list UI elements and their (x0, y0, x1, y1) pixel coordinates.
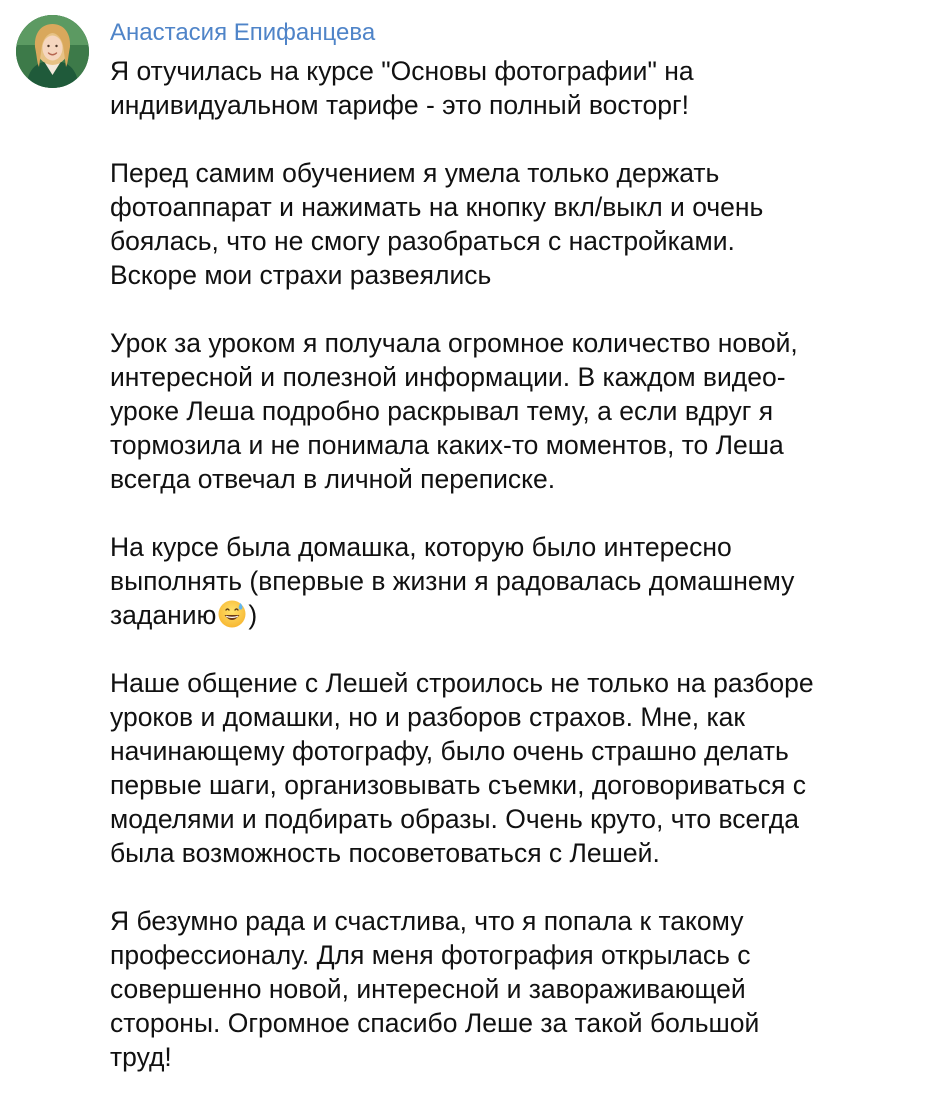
text-line: тормозила и не понимала каких-то моментов, то Леша (110, 430, 784, 460)
text-line: труд! (110, 1042, 172, 1072)
text-line: совершенно новой, интересной и завораживающей (110, 974, 746, 1004)
text-line: стороны. Огромное спасибо Леше за такой большой (110, 1008, 760, 1038)
text-fragment: ) (248, 600, 258, 630)
paragraph (110, 156, 910, 292)
user-photo-avatar-icon (16, 15, 89, 88)
text-line: начинающему фотографу, было очень страшно делать (110, 736, 789, 766)
text-line: уроке Леша подробно раскрывал тему, а если вдруг я (110, 396, 774, 426)
text-line: моделями и подбирать образы. Очень круто, что всегда (110, 804, 799, 834)
paragraph (110, 326, 910, 496)
paragraph (110, 666, 910, 870)
text-fragment: заданию (110, 600, 217, 630)
text-line: всегда отвечал в личной переписке. (110, 464, 556, 494)
message-content (110, 14, 910, 1074)
paragraph (110, 904, 910, 1074)
text-line: профессионалу. Для меня фотография открылась с (110, 940, 751, 970)
text-line: Я безумно рада и счастлива, что я попала к такому (110, 906, 744, 936)
paragraph (110, 530, 910, 632)
text-line: выполнять (впервые в жизни я радовалась домашнему (110, 566, 795, 596)
grinning-face-with-sweat-emoji-icon (217, 599, 247, 629)
paragraph (110, 54, 910, 122)
text-line (110, 598, 910, 632)
text-line: первые шаги, организовывать съемки, договориваться с (110, 770, 807, 800)
text-line: индивидуальном тарифе - это полный восторг! (110, 90, 689, 120)
author-avatar[interactable] (16, 15, 89, 88)
text-line: уроков и домашки, но и разборов страхов. Мне, как (110, 702, 746, 732)
text-line: Я отучилась на курсе "Основы фотографии" на (110, 56, 694, 86)
text-line: Урок за уроком я получала огромное количество новой, (110, 328, 798, 358)
text-line: была возможность посоветоваться с Лешей. (110, 838, 660, 868)
message-text (110, 54, 910, 1074)
text-line: интересной и полезной информации. В каждом видео- (110, 362, 786, 392)
text-line: Вскоре мои страхи развеялись (110, 260, 492, 290)
author-name[interactable]: Анастасия Епифанцева (110, 19, 376, 46)
text-line: Наше общение с Лешей строилось не только на разборе (110, 668, 814, 698)
text-line: боялась, что не смогу разобраться с настройками. (110, 226, 735, 256)
text-line: Перед самим обучением я умела только держать (110, 158, 720, 188)
text-line: фотоаппарат и нажимать на кнопку вкл/выкл и очень (110, 192, 764, 222)
text-line: На курсе была домашка, которую было интересно (110, 532, 732, 562)
